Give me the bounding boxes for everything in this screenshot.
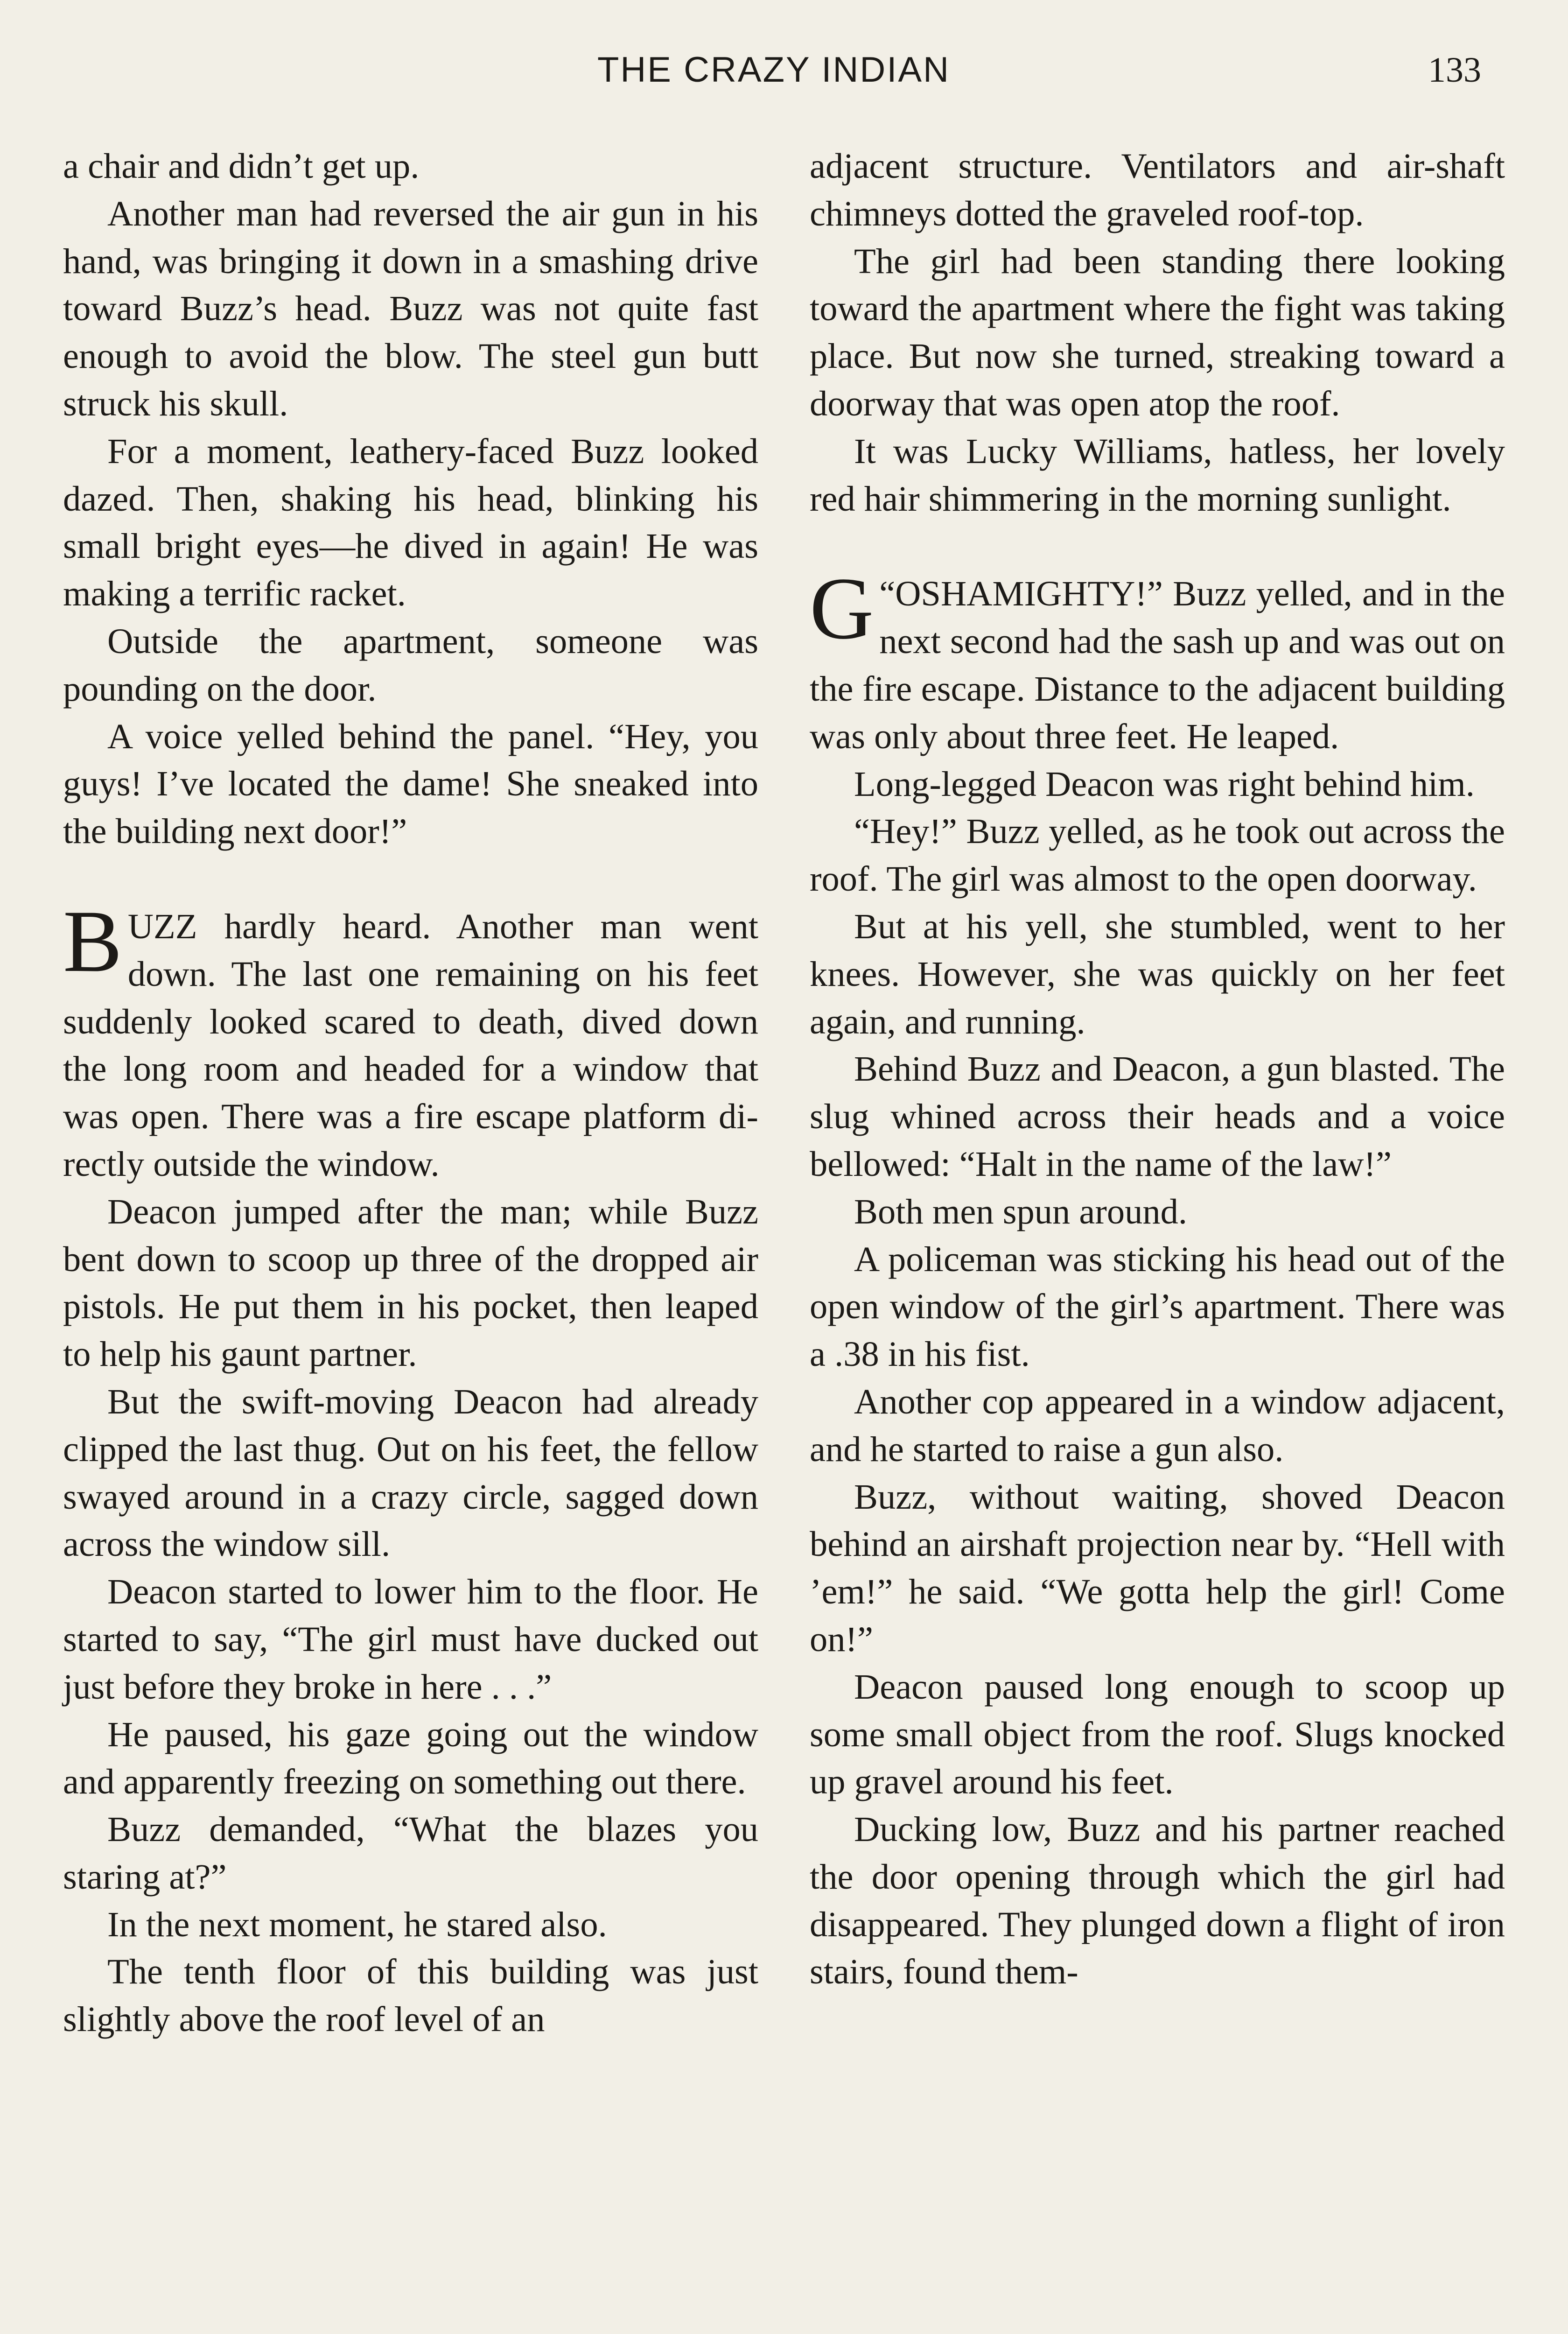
paragraph: Ducking low, Buzz and his partner reached the door opening through which the girl had disappeared. They plunged down a flight of iron stairs, found them-	[810, 1809, 1505, 1992]
drop-cap: G	[810, 560, 874, 658]
paragraph: For a moment, leathery-faced Buzz looked dazed. Then, shaking his head, blinking his small bright eyes—he dived in again! He was making a terrific racket.	[63, 431, 758, 614]
paragraph: The tenth floor of this building was just slightly above the roof level of an	[63, 1952, 758, 2039]
paragraph: Another man had reversed the air gun in his hand, was bringing it down in a smashing drive toward Buzz’s head. Buzz was not quite fast enough to avoid the blow. The steel gun butt struck his skull.	[63, 193, 758, 423]
section-paragraph	[63, 892, 758, 1188]
running-head	[0, 44, 1568, 96]
paragraph: Another cop appeared in a window adjacent, and he started to raise a gun also.	[810, 1381, 1505, 1469]
left-column	[63, 142, 758, 2043]
paragraph: But the swift-moving Deacon had already clipped the last thug. Out on his feet, the fellow swayed around in a crazy circle, sagged down across the window sill.	[63, 1381, 758, 1564]
paragraph: Outside the apartment, someone was pounding on the door.	[63, 621, 758, 709]
paragraph: He paused, his gaze going out the window and apparently freezing on something out there.	[63, 1714, 758, 1802]
paragraph: Long-legged Deacon was right behind him.	[854, 764, 1475, 804]
paragraph: It was Lucky Williams, hatless, her lovely red hair shimmering in the morning sunlight.	[810, 431, 1505, 519]
paragraph: A policeman was sticking his head out of the open window of the girl’s apartment. There was a .38 in his fist.	[810, 1239, 1505, 1374]
paragraph-text: hardly heard. Another man went down. The last one remaining on his feet suddenly looked scared to death, dived down the long room and headed for a window that was open. There was a fire escape platform directly outside the window.	[63, 906, 758, 1184]
paragraph: The girl had been standing there looking toward the apartment where the fight was taking place. But now she turned, streaking toward a doorway that was open atop the roof.	[810, 241, 1505, 423]
paragraph: Buzz, without waiting, shoved Deacon behind an airshaft projection near by. “Hell with ’em!” he said. “We gotta help the girl! Come on!”	[810, 1476, 1505, 1659]
drop-cap-rest: OSHAMIGHTY!	[895, 574, 1147, 614]
paragraph: a chair and didn’t get up.	[63, 146, 420, 186]
paragraph-text: ” Buzz yelled, and in the next second had the sash up and was out on the fire escape. Distance to the adjacent building was only about three feet. He leaped.	[810, 574, 1505, 756]
drop-cap: B	[63, 892, 122, 991]
page-number: 133	[1428, 50, 1481, 90]
paragraph: “Hey!” Buzz yelled, as he took out across the roof. The girl was almost to the open doorway.	[810, 811, 1505, 899]
paragraph: Deacon jumped after the man; while Buzz bent down to scoop up three of the dropped air pistols. He put them in his pocket, then leaped to help his gaunt partner.	[63, 1191, 758, 1374]
section-paragraph	[810, 560, 1505, 760]
paragraph: Buzz demanded, “What the blazes you staring at?”	[63, 1809, 758, 1897]
open-quote: “	[879, 574, 896, 614]
drop-cap-rest: UZZ	[127, 906, 197, 946]
paragraph: But at his yell, she stumbled, went to her knees. However, she was quickly on her feet again, and running.	[810, 906, 1505, 1041]
paragraph: Deacon started to lower him to the floor. He started to say, “The girl must have ducked out just before they broke in here . . .”	[63, 1572, 758, 1707]
paragraph: Both men spun around.	[854, 1191, 1187, 1231]
paragraph: A voice yelled behind the panel. “Hey, you guys! I’ve located the dame! She sneaked into the building next door!”	[63, 716, 758, 851]
paragraph: Deacon paused long enough to scoop up some small object from the roof. Slugs knocked up gravel around his feet.	[810, 1666, 1505, 1802]
right-column	[810, 142, 1505, 1996]
running-title: THE CRAZY INDIAN	[597, 50, 951, 90]
paragraph: In the next moment, he stared also.	[107, 1904, 607, 1944]
paragraph: adjacent structure. Ventilators and air-shaft chimneys dotted the graveled roof-top.	[810, 146, 1505, 233]
paragraph: Behind Buzz and Deacon, a gun blasted. The slug whined across their heads and a voice bellowed: “Halt in the name of the law!”	[810, 1049, 1505, 1184]
